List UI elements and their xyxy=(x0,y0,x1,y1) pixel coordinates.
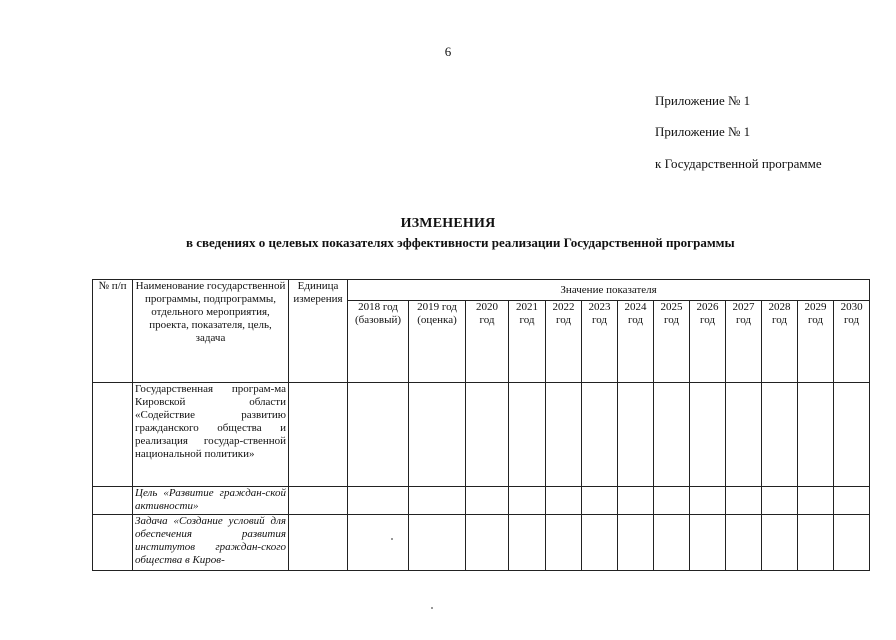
year-label: 2028 xyxy=(768,301,791,313)
value-cell xyxy=(726,487,762,515)
value-cell xyxy=(348,487,409,515)
year-note: (оценка) xyxy=(417,314,457,326)
value-cell xyxy=(762,383,798,487)
year-header xyxy=(798,301,834,383)
value-cell xyxy=(834,515,870,571)
value-cell xyxy=(618,383,654,487)
value-cell xyxy=(509,487,546,515)
year-note: год xyxy=(844,314,860,326)
column-header-number: № п/п xyxy=(93,280,133,383)
value-cell xyxy=(726,383,762,487)
value-cell xyxy=(618,515,654,571)
value-cell xyxy=(466,487,509,515)
value-cell xyxy=(289,383,348,487)
document-subtitle: в сведениях о целевых показателях эффективности реализации Государственной программы xyxy=(186,235,735,250)
year-header xyxy=(509,301,546,383)
year-note: год xyxy=(479,314,495,326)
year-header xyxy=(348,301,409,383)
value-cell xyxy=(289,515,348,571)
year-note: год xyxy=(591,314,608,326)
year-header xyxy=(762,301,798,383)
year-label: 2024 xyxy=(624,301,647,313)
year-note: год xyxy=(627,314,644,326)
column-header-unit: Единица измерения xyxy=(289,280,348,383)
year-label: 2023 xyxy=(588,301,611,313)
year-label: 2022 xyxy=(552,301,575,313)
year-header xyxy=(409,301,466,383)
year-note: год xyxy=(735,314,752,326)
year-header xyxy=(582,301,618,383)
value-cell xyxy=(690,515,726,571)
row-name-cell: Задача «Создание условий для обеспечения развития институтов граждан-ского общества в Киров- xyxy=(133,515,289,571)
value-cell xyxy=(289,487,348,515)
table-row xyxy=(93,383,870,487)
year-header xyxy=(466,301,509,383)
column-header-value: Значение показателя xyxy=(348,280,870,301)
column-header-name: Наименование государственной программы, подпрограммы, отдельного мероприятия, проекта, показателя, цель, задача xyxy=(133,280,289,383)
year-label: 2021 xyxy=(516,301,538,313)
value-cell xyxy=(690,487,726,515)
value-cell xyxy=(654,383,690,487)
value-cell xyxy=(466,515,509,571)
year-label: 2027 xyxy=(732,301,755,313)
value-cell xyxy=(582,487,618,515)
value-cell xyxy=(546,487,582,515)
year-label: 2019 год xyxy=(417,301,457,313)
year-header xyxy=(834,301,870,383)
table-row xyxy=(93,487,870,515)
appendix-line-3: к Государственной программе xyxy=(655,156,822,171)
row-number-cell xyxy=(93,487,133,515)
value-cell xyxy=(509,383,546,487)
value-cell xyxy=(466,383,509,487)
year-note: год xyxy=(699,314,716,326)
value-cell xyxy=(509,515,546,571)
value-cell xyxy=(762,515,798,571)
value-cell xyxy=(582,383,618,487)
year-note: год xyxy=(519,314,535,326)
value-cell xyxy=(409,487,466,515)
year-label: 2025 xyxy=(660,301,683,313)
year-note: (базовый) xyxy=(354,314,402,326)
year-note: год xyxy=(663,314,680,326)
year-note: год xyxy=(771,314,788,326)
year-note: год xyxy=(555,314,572,326)
year-header xyxy=(690,301,726,383)
table-row xyxy=(93,515,870,571)
value-cell xyxy=(798,515,834,571)
year-label: 2018 год xyxy=(358,301,398,313)
year-header xyxy=(654,301,690,383)
value-cell xyxy=(690,383,726,487)
scan-speck xyxy=(391,538,393,540)
value-cell xyxy=(834,383,870,487)
year-label: 2029 xyxy=(804,301,827,313)
appendix-line-2: Приложение № 1 xyxy=(655,124,751,139)
value-cell xyxy=(798,487,834,515)
value-cell xyxy=(546,383,582,487)
value-cell xyxy=(546,515,582,571)
value-cell xyxy=(348,515,409,571)
value-cell xyxy=(618,487,654,515)
year-label: 2030 xyxy=(840,301,863,313)
value-cell xyxy=(798,383,834,487)
value-cell xyxy=(762,487,798,515)
value-cell xyxy=(409,383,466,487)
row-number-cell xyxy=(93,515,133,571)
year-header xyxy=(546,301,582,383)
value-cell xyxy=(726,515,762,571)
value-cell xyxy=(834,487,870,515)
row-name-cell: Цель «Развитие граждан-ской активности» xyxy=(133,487,289,515)
year-header xyxy=(618,301,654,383)
appendix-line-1: Приложение № 1 xyxy=(655,93,751,108)
value-cell xyxy=(582,515,618,571)
value-cell xyxy=(654,487,690,515)
document-title: ИЗМЕНЕНИЯ xyxy=(400,216,496,231)
page-number: 6 xyxy=(444,44,452,59)
value-cell xyxy=(348,383,409,487)
row-number-cell xyxy=(93,383,133,487)
scan-speck xyxy=(431,607,433,609)
indicators-table xyxy=(92,279,870,571)
year-label: 2026 xyxy=(696,301,719,313)
year-header xyxy=(726,301,762,383)
value-cell xyxy=(654,515,690,571)
row-name-cell: Государственная програм-ма Кировской области «Содействие развитию гражданского общества и реализация государ-ственной национальной политики» xyxy=(133,383,289,487)
value-cell xyxy=(409,515,466,571)
year-label: 2020 xyxy=(476,301,498,313)
year-note: год xyxy=(807,314,824,326)
